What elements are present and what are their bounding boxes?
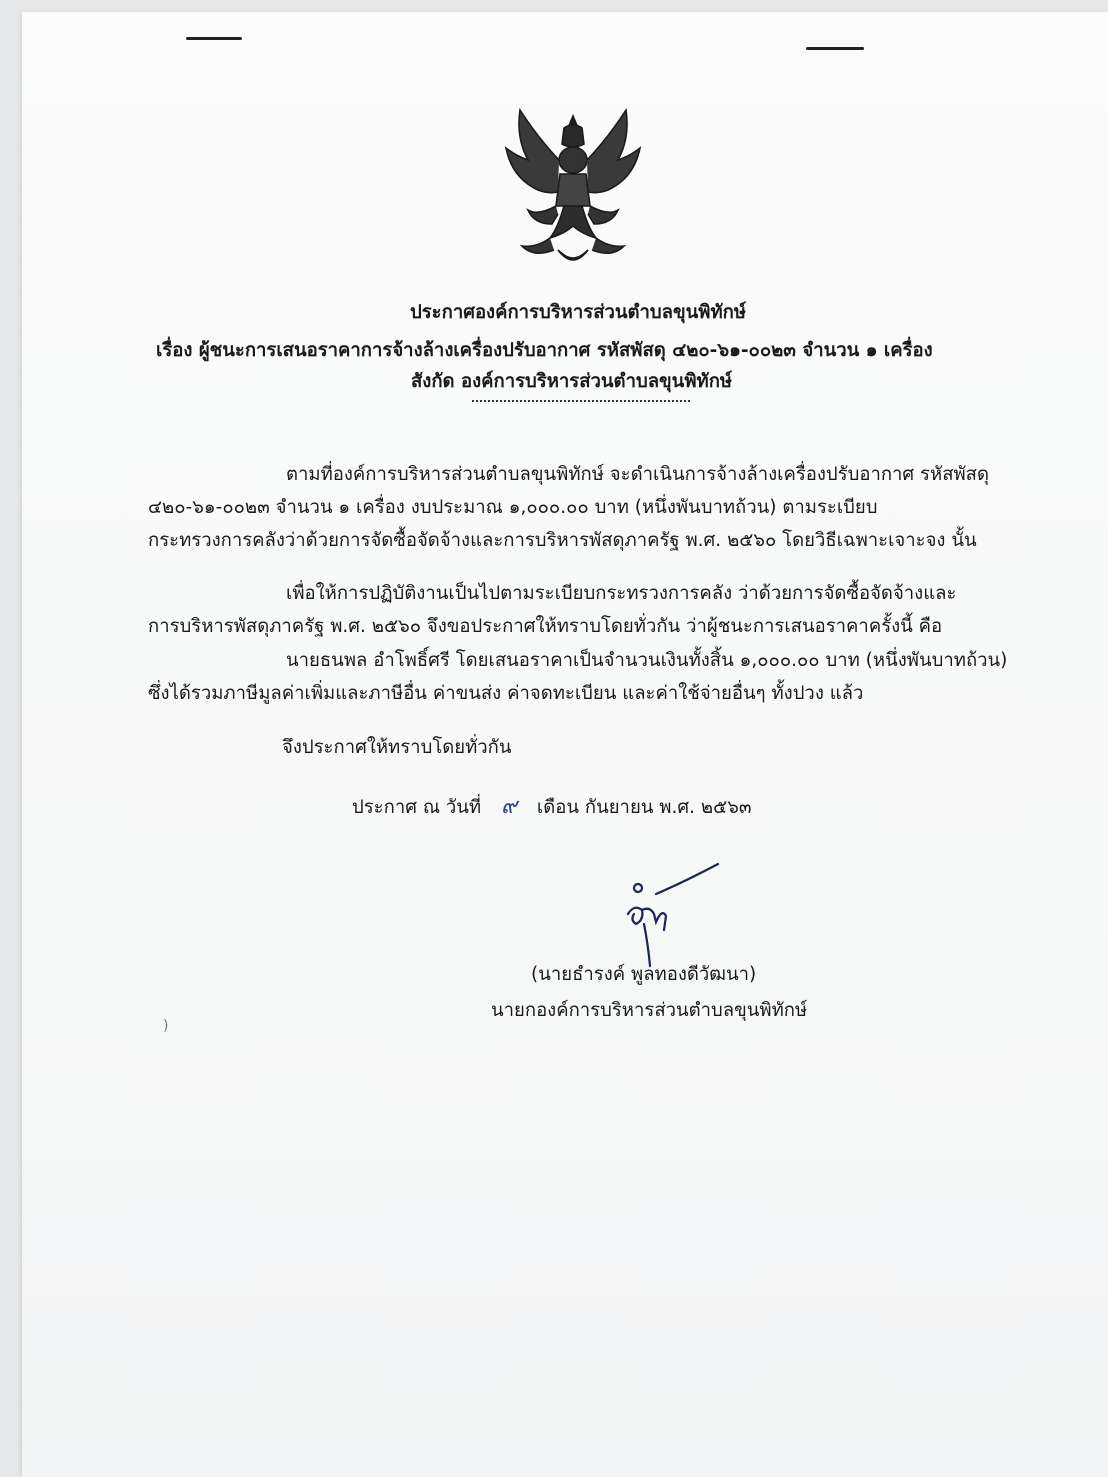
handwritten-day: ๙ bbox=[500, 794, 518, 819]
paragraph1-line1: ตามที่องค์การบริหารส่วนตำบลขุนพิทักษ์ จะดำเนินการจ้างล้างเครื่องปรับอากาศ รหัสพัสดุ bbox=[286, 464, 989, 485]
paragraph2-line1: เพื่อให้การปฏิบัติงานเป็นไปตามระเบียบกระทรวงการคลัง ว่าด้วยการจัดซื้อจัดจ้างและ bbox=[286, 583, 957, 604]
announcement-affiliation: สังกัด องค์การบริหารส่วนตำบลขุนพิทักษ์ bbox=[411, 371, 733, 392]
paragraph1-line2: ๔๒๐-๖๑-๐๐๒๓ จำนวน ๑ เครื่อง งบประมาณ ๑,๐๐๐.๐๐ บาท (หนึ่งพันบาทถ้วน) ตามระเบียบ bbox=[148, 497, 878, 518]
signatory-position: นายกองค์การบริหารส่วนตำบลขุนพิทักษ์ bbox=[491, 1000, 808, 1021]
signatory-name: (นายธำรงค์ พูลทองดีวัฒนา) bbox=[531, 964, 757, 985]
paragraph2-line2: การบริหารพัสดุภาครัฐ พ.ศ. ๒๕๖๐ จึงขอประกาศให้ทราบโดยทั่วกัน ว่าผู้ชนะการเสนอราคาครั้งนี้ คือ bbox=[148, 616, 943, 637]
heading-divider bbox=[472, 400, 690, 402]
date-prefix: ประกาศ ณ วันที่ bbox=[352, 797, 482, 818]
top-mark-right bbox=[806, 47, 864, 50]
announcement-subject: เรื่อง ผู้ชนะการเสนอราคาการจ้างล้างเครื่องปรับอากาศ รหัสพัสดุ ๔๒๐-๖๑-๐๐๒๓ จำนวน ๑ เครื่อง bbox=[156, 340, 933, 361]
garuda-emblem-icon bbox=[498, 98, 648, 276]
stray-mark: ) bbox=[163, 1018, 169, 1034]
paragraph2-line4: ซึ่งได้รวมภาษีมูลค่าเพิ่มและภาษีอื่น ค่าขนส่ง ค่าจดทะเบียน และค่าใช้จ่ายอื่นๆ ทั้งปวง แล้ว bbox=[148, 683, 864, 704]
announcement-title: ประกาศองค์การบริหารส่วนตำบลขุนพิทักษ์ bbox=[410, 302, 747, 323]
date-suffix: เดือน กันยายน พ.ศ. ๒๕๖๓ bbox=[536, 797, 752, 818]
handwritten-signature bbox=[614, 858, 744, 968]
closing-statement: จึงประกาศให้ทราบโดยทั่วกัน bbox=[282, 737, 512, 758]
paragraph2-line3: นายธนพล อำโพธิ์ศรี โดยเสนอราคาเป็นจำนวนเงินทั้งสิ้น ๑,๐๐๐.๐๐ บาท (หนึ่งพันบาทถ้วน) bbox=[286, 650, 1008, 671]
top-mark-left bbox=[186, 37, 242, 40]
paragraph1-line3: กระทรวงการคลังว่าด้วยการจัดซื้อจัดจ้างและการบริหารพัสดุภาครัฐ พ.ศ. ๒๕๖๐ โดยวิธีเฉพาะเจาะจง นั้น bbox=[148, 530, 977, 551]
date-line bbox=[352, 788, 751, 823]
